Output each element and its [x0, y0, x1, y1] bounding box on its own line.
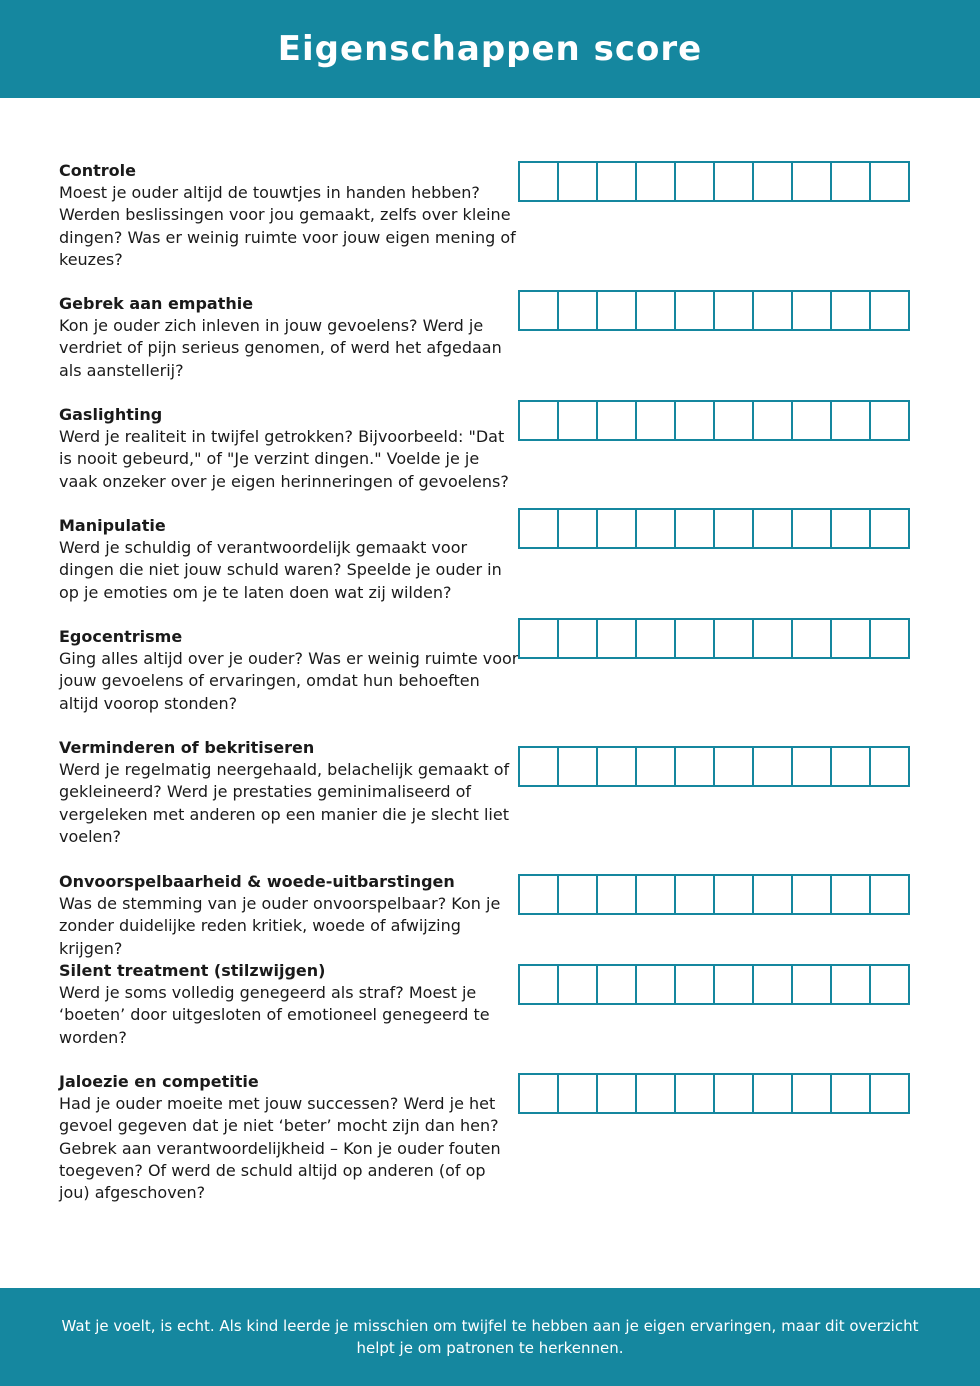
score-box[interactable] [674, 1073, 715, 1114]
score-box[interactable] [869, 400, 910, 441]
score-box[interactable] [830, 508, 871, 549]
item-controle [59, 160, 519, 271]
item-description: Werd je soms volledig genegeerd als straf? Moest je ‘boeten’ door uitgesloten of emotioneel genegeerd te worden? [59, 983, 490, 1047]
score-box[interactable] [674, 161, 715, 202]
score-box[interactable] [596, 161, 637, 202]
score-box[interactable] [635, 290, 676, 331]
score-box[interactable] [557, 508, 598, 549]
score-box[interactable] [791, 746, 832, 787]
score-row-controle [518, 161, 910, 202]
score-box[interactable] [869, 746, 910, 787]
score-box[interactable] [518, 618, 559, 659]
score-box[interactable] [791, 618, 832, 659]
item-title: Gebrek aan empathie [59, 294, 254, 313]
page-footer [0, 1288, 980, 1386]
score-box[interactable] [596, 964, 637, 1005]
item-description: Werd je schuldig of verantwoordelijk gemaakt voor dingen die niet jouw schuld waren? Speelde je ouder in op je emoties om je te laten doen wat zij wilden? [59, 538, 502, 602]
score-box[interactable] [635, 746, 676, 787]
item-title: Onvoorspelbaarheid & woede-uitbarstingen [59, 872, 455, 891]
score-box[interactable] [830, 290, 871, 331]
item-description: Werd je regelmatig neergehaald, belachelijk gemaakt of gekleineerd? Werd je prestaties geminimaliseerd of vergeleken met anderen op een manier die je slecht liet voelen? [59, 760, 510, 846]
score-box[interactable] [830, 874, 871, 915]
score-box[interactable] [518, 746, 559, 787]
score-box[interactable] [635, 508, 676, 549]
score-box[interactable] [752, 874, 793, 915]
score-row-gebrek-aan-empathie [518, 290, 910, 331]
score-box[interactable] [518, 1073, 559, 1114]
score-box[interactable] [596, 400, 637, 441]
score-box[interactable] [674, 746, 715, 787]
score-box[interactable] [791, 290, 832, 331]
item-description: Was de stemming van je ouder onvoorspelbaar? Kon je zonder duidelijke reden kritiek, woede of afwijzing krijgen? [59, 894, 501, 958]
item-manipulatie [59, 515, 519, 604]
score-box[interactable] [557, 161, 598, 202]
score-box[interactable] [635, 1073, 676, 1114]
score-box[interactable] [752, 400, 793, 441]
score-box[interactable] [674, 290, 715, 331]
score-box[interactable] [791, 508, 832, 549]
score-box[interactable] [635, 161, 676, 202]
score-box[interactable] [713, 161, 754, 202]
item-title: Jaloezie en competitie [59, 1072, 259, 1091]
score-box[interactable] [869, 508, 910, 549]
score-box[interactable] [869, 964, 910, 1005]
item-title: Verminderen of bekritiseren [59, 738, 315, 757]
score-box[interactable] [518, 400, 559, 441]
score-box[interactable] [869, 161, 910, 202]
item-title: Gaslighting [59, 405, 163, 424]
score-box[interactable] [518, 161, 559, 202]
score-box[interactable] [791, 161, 832, 202]
score-box[interactable] [752, 508, 793, 549]
score-box[interactable] [713, 618, 754, 659]
item-description: Kon je ouder zich inleven in jouw gevoelens? Werd je verdriet of pijn serieus genomen, of werd het afgedaan als aanstellerij? [59, 316, 502, 380]
score-box[interactable] [635, 400, 676, 441]
item-gaslighting [59, 404, 519, 493]
item-silent-treatment [59, 960, 519, 1049]
score-box[interactable] [713, 400, 754, 441]
score-box[interactable] [752, 290, 793, 331]
score-box[interactable] [869, 290, 910, 331]
score-box[interactable] [713, 508, 754, 549]
score-box[interactable] [635, 618, 676, 659]
score-box[interactable] [635, 964, 676, 1005]
footer-text: Wat je voelt, is echt. Als kind leerde je misschien om twijfel te hebben aan je eigen ervaringen, maar dit overzicht helpt je om patronen te herkennen. [61, 1317, 919, 1357]
score-box[interactable] [557, 400, 598, 441]
score-box[interactable] [791, 400, 832, 441]
score-box[interactable] [869, 1073, 910, 1114]
score-box[interactable] [791, 1073, 832, 1114]
item-description: Werd je realiteit in twijfel getrokken? Bijvoorbeeld: "Dat is nooit gebeurd," of "Je verzint dingen." Voelde je je vaak onzeker over je eigen herinneringen of gevoelens? [59, 427, 509, 491]
score-box[interactable] [713, 290, 754, 331]
item-gebrek-aan-empathie [59, 293, 519, 382]
score-row-verminderen-of-bekritiseren [518, 746, 910, 787]
score-box[interactable] [674, 874, 715, 915]
page-title: Eigenschappen score [277, 29, 703, 69]
score-box[interactable] [869, 874, 910, 915]
score-box[interactable] [830, 964, 871, 1005]
score-row-silent-treatment [518, 964, 910, 1005]
item-description: Moest je ouder altijd de touwtjes in handen hebben? Werden beslissingen voor jou gemaakt, zelfs over kleine dingen? Was er weinig ruimte voor jouw eigen mening of keuzes? [59, 183, 516, 269]
score-box[interactable] [791, 874, 832, 915]
score-box[interactable] [557, 1073, 598, 1114]
score-box[interactable] [830, 1073, 871, 1114]
score-box[interactable] [713, 964, 754, 1005]
score-box[interactable] [752, 746, 793, 787]
score-box[interactable] [752, 618, 793, 659]
score-box[interactable] [635, 874, 676, 915]
score-box[interactable] [713, 746, 754, 787]
item-title: Egocentrisme [59, 627, 183, 646]
score-box[interactable] [869, 618, 910, 659]
score-box[interactable] [557, 618, 598, 659]
score-box[interactable] [830, 161, 871, 202]
score-box[interactable] [752, 964, 793, 1005]
score-box[interactable] [518, 874, 559, 915]
item-description: Had je ouder moeite met jouw successen? Werd je het gevoel gegeven dat je niet ‘beter’ mocht zijn dan hen? Gebrek aan verantwoordelijkheid – Kon je ouder fouten toegeven? Of werd de schuld altijd op anderen (of op jou) afgeschoven? [59, 1094, 501, 1203]
item-title: Manipulatie [59, 516, 166, 535]
score-box[interactable] [518, 964, 559, 1005]
score-box[interactable] [791, 964, 832, 1005]
score-box[interactable] [830, 746, 871, 787]
score-box[interactable] [674, 964, 715, 1005]
item-onvoorspelbaarheid [59, 871, 519, 960]
item-jaloezie-en-competitie [59, 1071, 519, 1204]
score-box[interactable] [518, 508, 559, 549]
item-verminderen-of-bekritiseren [59, 737, 519, 848]
score-box[interactable] [557, 290, 598, 331]
score-row-manipulatie [518, 508, 910, 549]
score-box[interactable] [830, 400, 871, 441]
score-box[interactable] [596, 618, 637, 659]
score-box[interactable] [596, 1073, 637, 1114]
score-box[interactable] [752, 1073, 793, 1114]
item-title: Controle [59, 161, 136, 180]
score-box[interactable] [713, 874, 754, 915]
score-box[interactable] [596, 746, 637, 787]
score-row-egocentrisme [518, 618, 910, 659]
item-title: Silent treatment (stilzwijgen) [59, 961, 326, 980]
score-row-gaslighting [518, 400, 910, 441]
score-box[interactable] [596, 508, 637, 549]
score-box[interactable] [596, 874, 637, 915]
score-box[interactable] [830, 618, 871, 659]
score-box[interactable] [674, 618, 715, 659]
page-header [0, 0, 980, 98]
score-box[interactable] [518, 290, 559, 331]
item-description: Ging alles altijd over je ouder? Was er weinig ruimte voor jouw gevoelens of ervaringen, omdat hun behoeften altijd voorop stonden? [59, 649, 519, 713]
score-box[interactable] [557, 746, 598, 787]
score-box[interactable] [674, 400, 715, 441]
score-box[interactable] [752, 161, 793, 202]
score-box[interactable] [713, 1073, 754, 1114]
score-row-onvoorspelbaarheid [518, 874, 910, 915]
score-box[interactable] [557, 874, 598, 915]
score-box[interactable] [674, 508, 715, 549]
item-egocentrisme [59, 626, 519, 715]
score-box[interactable] [557, 964, 598, 1005]
score-row-jaloezie-en-competitie [518, 1073, 910, 1114]
score-box[interactable] [596, 290, 637, 331]
